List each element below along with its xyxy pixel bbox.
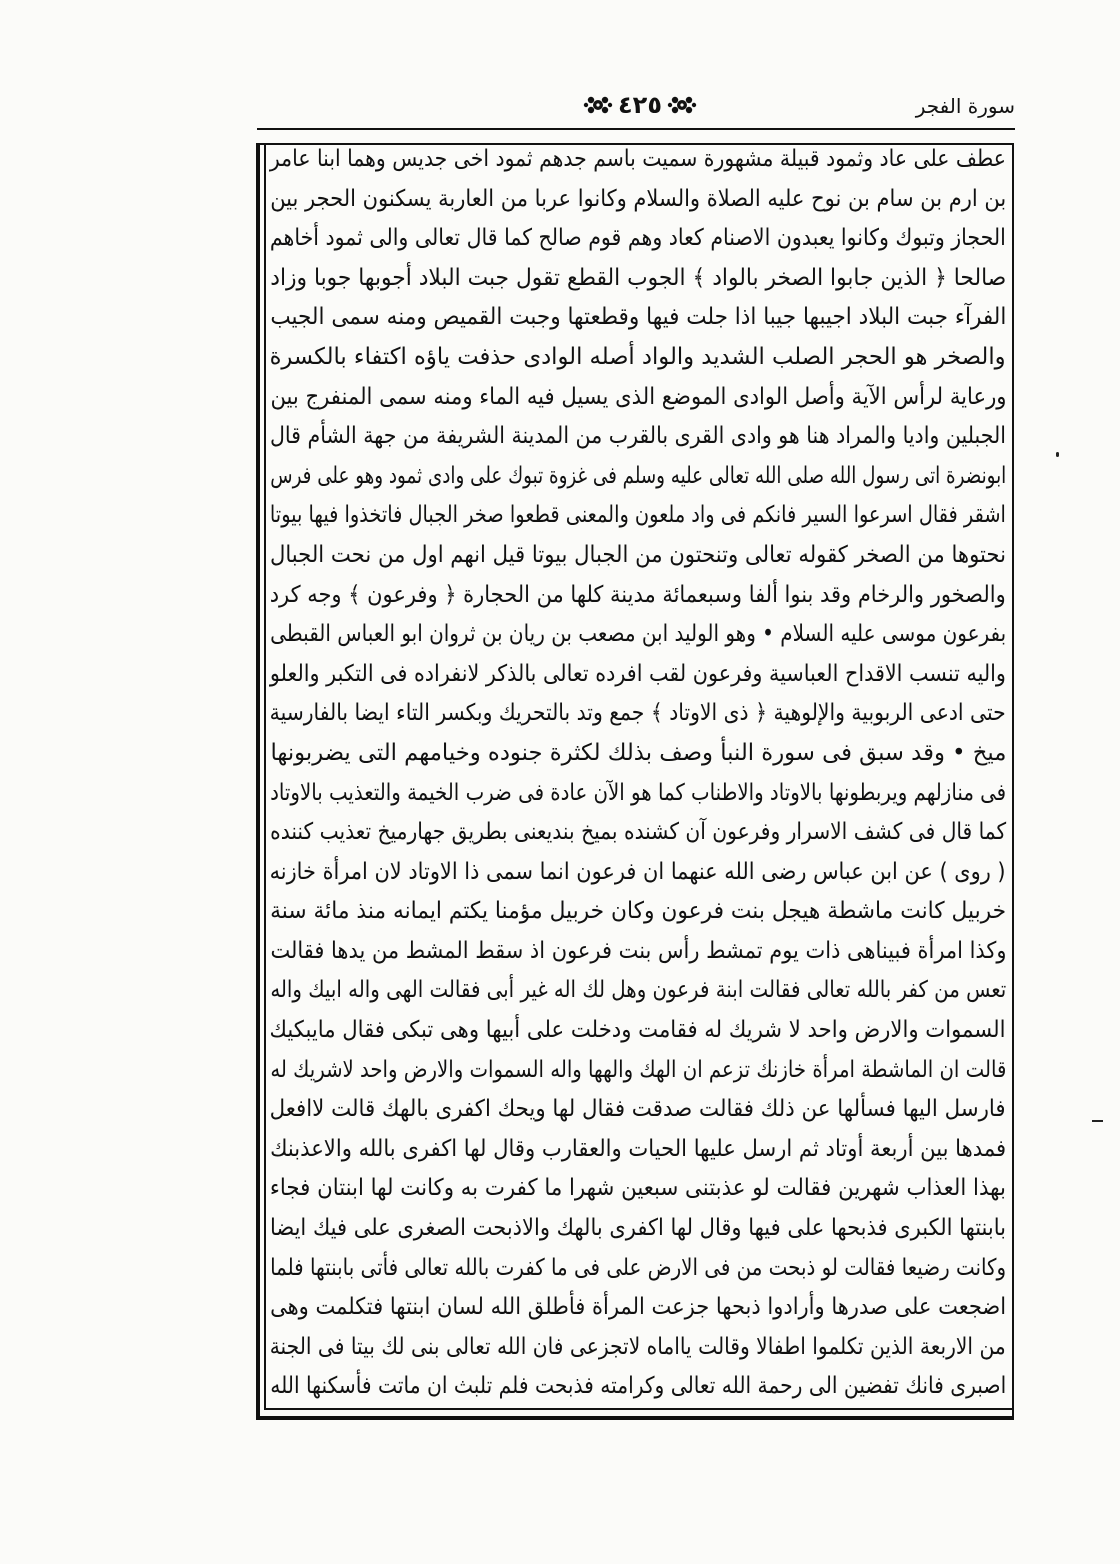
text-line (270, 1130, 1006, 1170)
text-line-content: قالت ان الماشطة امرأة خازنك تزعم ان الهك والهها واله السموات والارض واحد لاشريك له (270, 1056, 1006, 1083)
text-line (270, 259, 1006, 299)
text-line (270, 1209, 1006, 1249)
text-line (270, 1051, 1006, 1091)
text-line (270, 1288, 1006, 1328)
text-line-content: نحتوها من الصخر كقوله تعالى وتنحتون من الجبال بيوتا قيل انهم اول من نحت الجبال (270, 541, 1006, 568)
text-line (270, 417, 1006, 457)
text-line-content: واليه تنسب الاقداح العباسية وفرعون لقب افرده تعالى بالذكر لانفراده فى التكبر والعلو (270, 660, 1006, 687)
text-line-content: ( روى ) عن ابن عباس رضى الله عنهما ان فرعون انما سمى ذا الاوتاد لان امرأة خازنه (270, 858, 1006, 885)
header-rule (257, 128, 1015, 130)
surah-title: سورة الفجر (915, 94, 1015, 118)
text-line-content: اصبرى فانك تفضين الى رحمة الله تعالى وكرامته فذبحت فلم تلبث ان ماتت فأسكنها الله (270, 1373, 1006, 1400)
text-line-content: تعس من كفر بالله تعالى فقالت ابنة فرعون وهل لك اله غير أبى فقالت الهى واله ابيك واله (270, 977, 1006, 1004)
text-line (270, 1367, 1006, 1407)
page-number-block (568, 89, 712, 121)
ornament-right-icon (667, 94, 697, 116)
text-line-content: والصخور والرخام وقد بنوا ألفا وسبعمائة مدينة كلها من الحجارة ﴿ وفرعون ﴾ وجه كرد (270, 581, 1006, 608)
text-line-content: اضجعت على صدرها وأرادوا ذبحها جزعت المرأة فأطلق الله لسان ابنتها فتكلمت وهى (270, 1294, 1006, 1321)
text-line-content: السموات والارض واحد لا شريك له فقامت ودخلت على أبيها وهى تبكى فقال مايبكيك (270, 1017, 1006, 1044)
text-line (270, 1090, 1006, 1130)
text-line (270, 853, 1006, 893)
text-line (270, 734, 1006, 774)
text-line (270, 576, 1006, 616)
text-line (270, 338, 1006, 378)
text-line-content: فى منازلهم ويربطونها بالاوتاد والاطناب كما هو الآن عادة فى ضرب الخيمة والتعذيب بالاوتاد (270, 779, 1006, 806)
text-line (270, 694, 1006, 734)
text-line-content: فارسل اليها فسألها عن ذلك فقالت صدقت فقال لها ويحك اكفرى بالهك قالت لاافعل (270, 1096, 1006, 1123)
text-line (270, 219, 1006, 259)
text-line (270, 140, 1006, 180)
text-line (270, 496, 1006, 536)
text-line (270, 1249, 1006, 1289)
text-line (270, 971, 1006, 1011)
text-line-content: الجبلين واديا والمراد هنا هو وادى القرى بالقرب من المدينة الشريفة من جهة الشأم قال (270, 423, 1006, 450)
text-line (270, 615, 1006, 655)
text-line-content: من الاربعة الذين تكلموا اطفالا وقالت يااماه لاتجزعى فان الله تعالى بنى لك بيتا فى الجنة (270, 1333, 1006, 1360)
text-line (270, 1169, 1006, 1209)
text-line-content: ميخ • وقد سبق فى سورة النبأ وصف بذلك لكثرة جنوده وخيامهم التى يضربونها (270, 739, 1006, 766)
text-line-content: عطف على عاد وثمود قبيلة مشهورة سميت باسم جدهم ثمود اخى جديس وهما ابنا عامر (270, 146, 1006, 172)
text-line (270, 655, 1006, 695)
scan-speck (1092, 1120, 1103, 1122)
text-line-content: والصخر هو الحجر الصلب الشديد والواد أصله الوادى حذفت ياؤه اكتفاء بالكسرة (270, 343, 1006, 370)
text-line-content: الفرآء جبت البلاد اجيبها جيبا اذا جلت فيها وقطعتها وجبت القميص ومنه سمى الجيب (270, 304, 1006, 331)
text-line (270, 813, 1006, 853)
text-line (270, 298, 1006, 338)
text-line (270, 457, 1006, 497)
frame-right-border (1012, 143, 1014, 1420)
body-text (270, 140, 1006, 1407)
text-line-content: بن ارم بن سام بن نوح عليه الصلاة والسلام وكانوا عربا من العاربة يسكنون الحجر بين (270, 185, 1006, 212)
page-number: ٤٢٥ (618, 91, 662, 119)
text-line (270, 1328, 1006, 1368)
text-line-content: الحجاز وتبوك وكانوا يعبدون الاصنام كعاد وهم قوم صالح كما قال تعالى والى ثمود أخاهم (270, 225, 1006, 252)
text-line-content: كما قال فى كشف الاسرار وفرعون آن كشنده بميخ بنديعنى بطريق جهارميخ تعذيب كننده (270, 819, 1006, 846)
text-line-content: بابنتها الكبرى فذبحها على فيها وقال لها اكفرى بالهك والاذبحت الصغرى على فيك ايضا (270, 1215, 1006, 1242)
text-line (270, 1011, 1006, 1051)
text-line-content: وكذا امرأة فبيناهى ذات يوم تمشط رأس بنت فرعون اذ سقط المشط من يدها فقالت (270, 937, 1006, 964)
text-line-content: صالحا ﴿ الذين جابوا الصخر بالواد ﴾ الجوب القطع تقول جبت البلاد أجوبها جوبا وزاد (270, 264, 1006, 291)
frame-bottom-inner-border (264, 1408, 1014, 1410)
text-line-content: ورعاية لرأس الآية وأصل الوادى الموضع الذى يسيل فيه الماء ومنه سمى المنفرج بين (270, 383, 1006, 410)
text-line-content: خربيل كانت ماشطة هيجل بنت فرعون وكان خربيل مؤمنا يكتم ايمانه منذ مائة سنة (270, 898, 1006, 925)
text-line-content: اشقر فقال اسرعوا السير فانكم فى واد ملعون والمعنى قطعوا صخر الجبال فاتخذوا فيها بيوتا (270, 502, 1006, 529)
text-line (270, 774, 1006, 814)
text-line (270, 892, 1006, 932)
text-line (270, 180, 1006, 220)
text-line-content: فمدها بين أربعة أوتاد ثم ارسل عليها الحيات والعقارب وقال لها اكفرى بالله والاعذبنك (270, 1135, 1006, 1162)
text-line-content: بفرعون موسى عليه السلام • وهو الوليد ابن مصعب بن ريان بن ثروان ابو العباس القبطى (270, 621, 1006, 648)
text-line-content: بهذا العذاب شهرين فقالت لو عذبتنى سبعين شهرا ما كفرت به وكانت لها ابنتان فجاء (270, 1175, 1006, 1202)
text-line-content: ابونضرة اتى رسول الله صلى الله تعالى عليه وسلم فى غزوة تبوك على وادى ثمود وهو على فرس (270, 462, 1006, 489)
text-line (270, 932, 1006, 972)
text-line-content: حتى ادعى الربوبية والإلوهية ﴿ ذى الاوتاد ﴾ جمع وتد بالتحريك وبكسر التاء ايضا بالفارسية (270, 700, 1006, 727)
ornament-left-icon (583, 94, 613, 116)
text-line-content: وكانت رضيعا فقالت لو ذبحت من فى الارض على فى ما كفرت بالله تعالى فأتى بابنتها فلما (270, 1254, 1006, 1281)
scan-speck (1056, 452, 1059, 457)
text-line (270, 536, 1006, 576)
frame-bottom-outer-border (256, 1416, 1014, 1420)
text-line (270, 378, 1006, 418)
